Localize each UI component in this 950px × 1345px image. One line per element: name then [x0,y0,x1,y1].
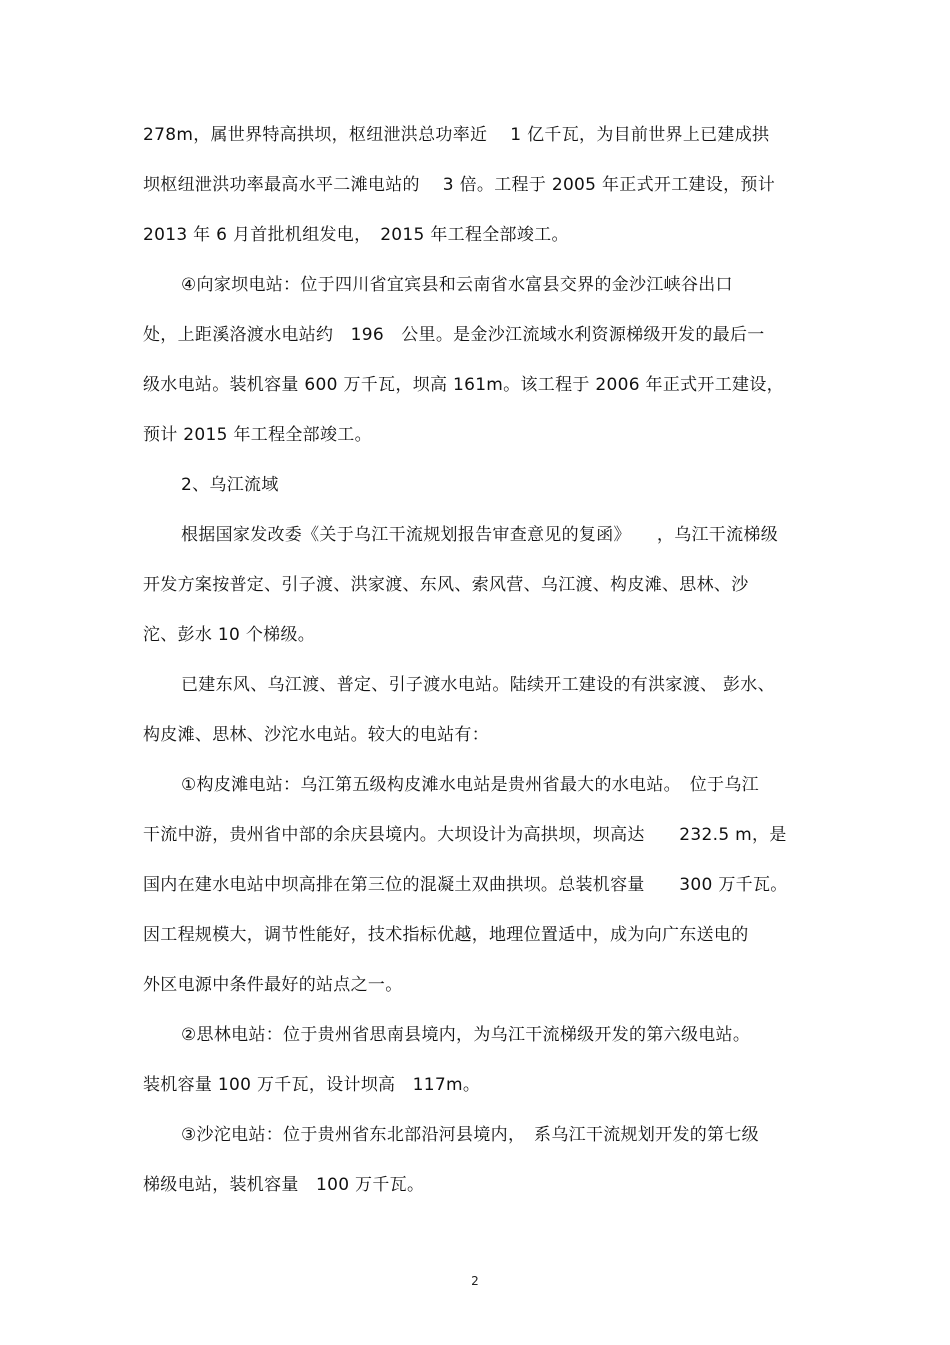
page-number: 2 [471,1274,479,1288]
paragraph-start: 根据国家发改委《关于乌江干流规划报告审查意见的复函》 ，乌江干流梯级 [181,525,778,545]
paragraph-start: ③沙沱电站：位于贵州省东北部沿河县境内， 系乌江干流规划开发的第七级 [181,1125,759,1145]
text-line: 坝枢纽泄洪功率最高水平二滩电站的 3 倍。工程于 2005 年正式开工建设，预计 [143,175,775,195]
text-line: 278m，属世界特高拱坝，枢纽泄洪总功率近 1 亿千瓦，为目前世界上已建成拱 [143,125,770,145]
text-line: 装机容量 100 万千瓦，设计坝高 117m。 [143,1075,481,1095]
text-line: 开发方案按普定、引子渡、洪家渡、东风、索风营、乌江渡、构皮滩、思林、沙 [143,575,749,595]
paragraph-start: ④向家坝电站：位于四川省宜宾县和云南省水富县交界的金沙江峡谷出口 [181,275,733,295]
text-line: 2013 年 6 月首批机组发电， 2015 年工程全部竣工。 [143,225,569,245]
text-line: 外区电源中条件最好的站点之一。 [143,975,403,995]
section-heading: 2、乌江流域 [181,475,279,495]
text-line: 沱、彭水 10 个梯级。 [143,625,316,645]
text-line: 构皮滩、思林、沙沱水电站。较大的电站有： [143,725,489,745]
text-line: 级水电站。装机容量 600 万千瓦，坝高 161m。该工程于 2006 年正式开工建设， [143,375,784,395]
text-line: 干流中游，贵州省中部的余庆县境内。大坝设计为高拱坝，坝高达 232.5 m，是 [143,825,787,845]
paragraph-start: ①构皮滩电站：乌江第五级构皮滩水电站是贵州省最大的水电站。 位于乌江 [181,775,759,795]
text-line: 预计 2015 年工程全部竣工。 [143,425,372,445]
paragraph-start: 已建东风、乌江渡、普定、引子渡水电站。陆续开工建设的有洪家渡、 彭水、 [181,675,775,695]
text-line: 梯级电站，装机容量 100 万千瓦。 [143,1175,425,1195]
text-line: 处，上距溪洛渡水电站约 196 公里。是金沙江流域水利资源梯级开发的最后一 [143,325,765,345]
text-line: 因工程规模大，调节性能好，技术指标优越，地理位置适中，成为向广东送电的 [143,925,749,945]
paragraph-start: ②思林电站：位于贵州省思南县境内，为乌江干流梯级开发的第六级电站。 [181,1025,751,1045]
text-line: 国内在建水电站中坝高排在第三位的混凝土双曲拱坝。总装机容量 300 万千瓦。 [143,875,788,895]
